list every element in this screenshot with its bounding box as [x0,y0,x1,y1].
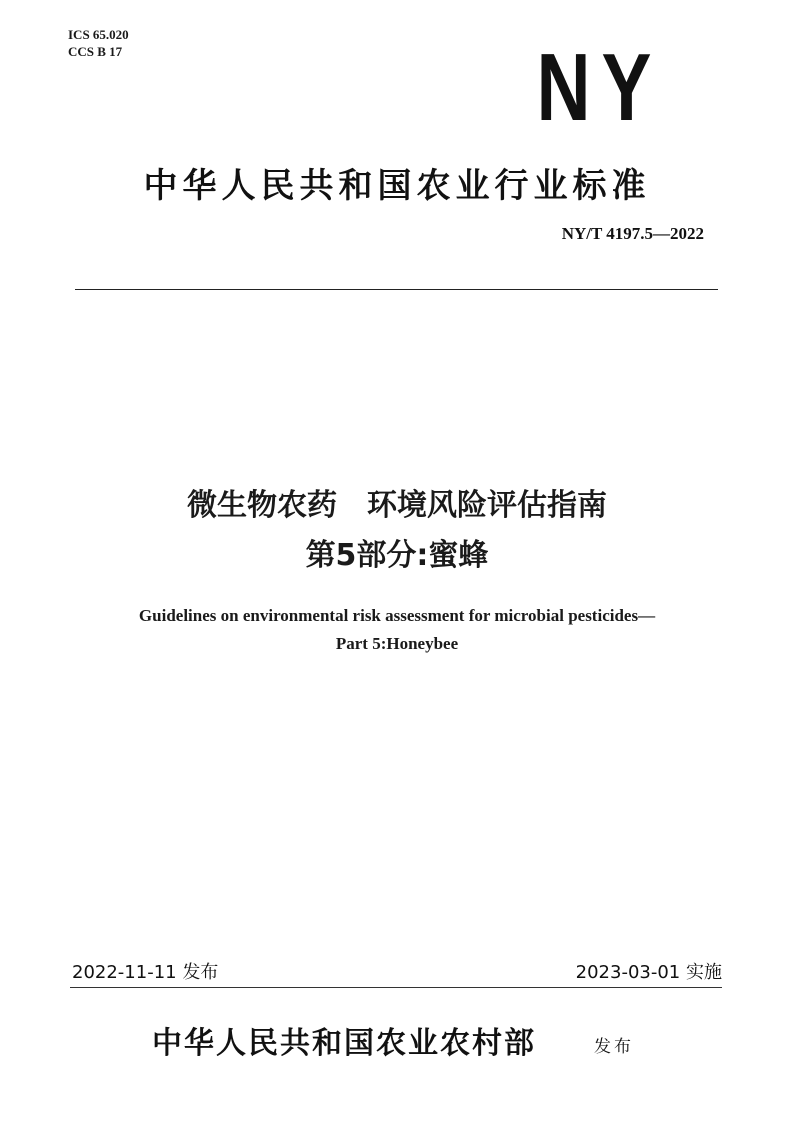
document-title-en-line1: Guidelines on environmental risk assessment for microbial pesticides— [138,606,656,625]
document-title-cn-line1: 微生物农药 环境风险评估指南 [187,488,607,523]
ny-logo: NY [536,34,662,141]
issuing-authority: 中华人民共和国农业农村部 [152,1026,536,1061]
standard-category-title: 中华人民共和国农业行业标准 [143,166,651,206]
issue-date: 2022-11-11 发布 [72,962,219,983]
classification-codes [68,26,129,60]
issue-action: 发布 [594,1037,634,1057]
footer-divider [70,987,722,988]
ccs-code: CCS B 17 [68,44,123,59]
ics-code: ICS 65.020 [68,27,129,42]
document-title-cn-line2: 第5部分:蜜蜂 [305,538,489,573]
implementation-date: 2023-03-01 实施 [575,962,722,983]
document-title-en-line2: Part 5:Honeybee [335,634,459,653]
standard-number: NY/T 4197.5—2022 [561,224,704,243]
header-divider [75,289,718,290]
